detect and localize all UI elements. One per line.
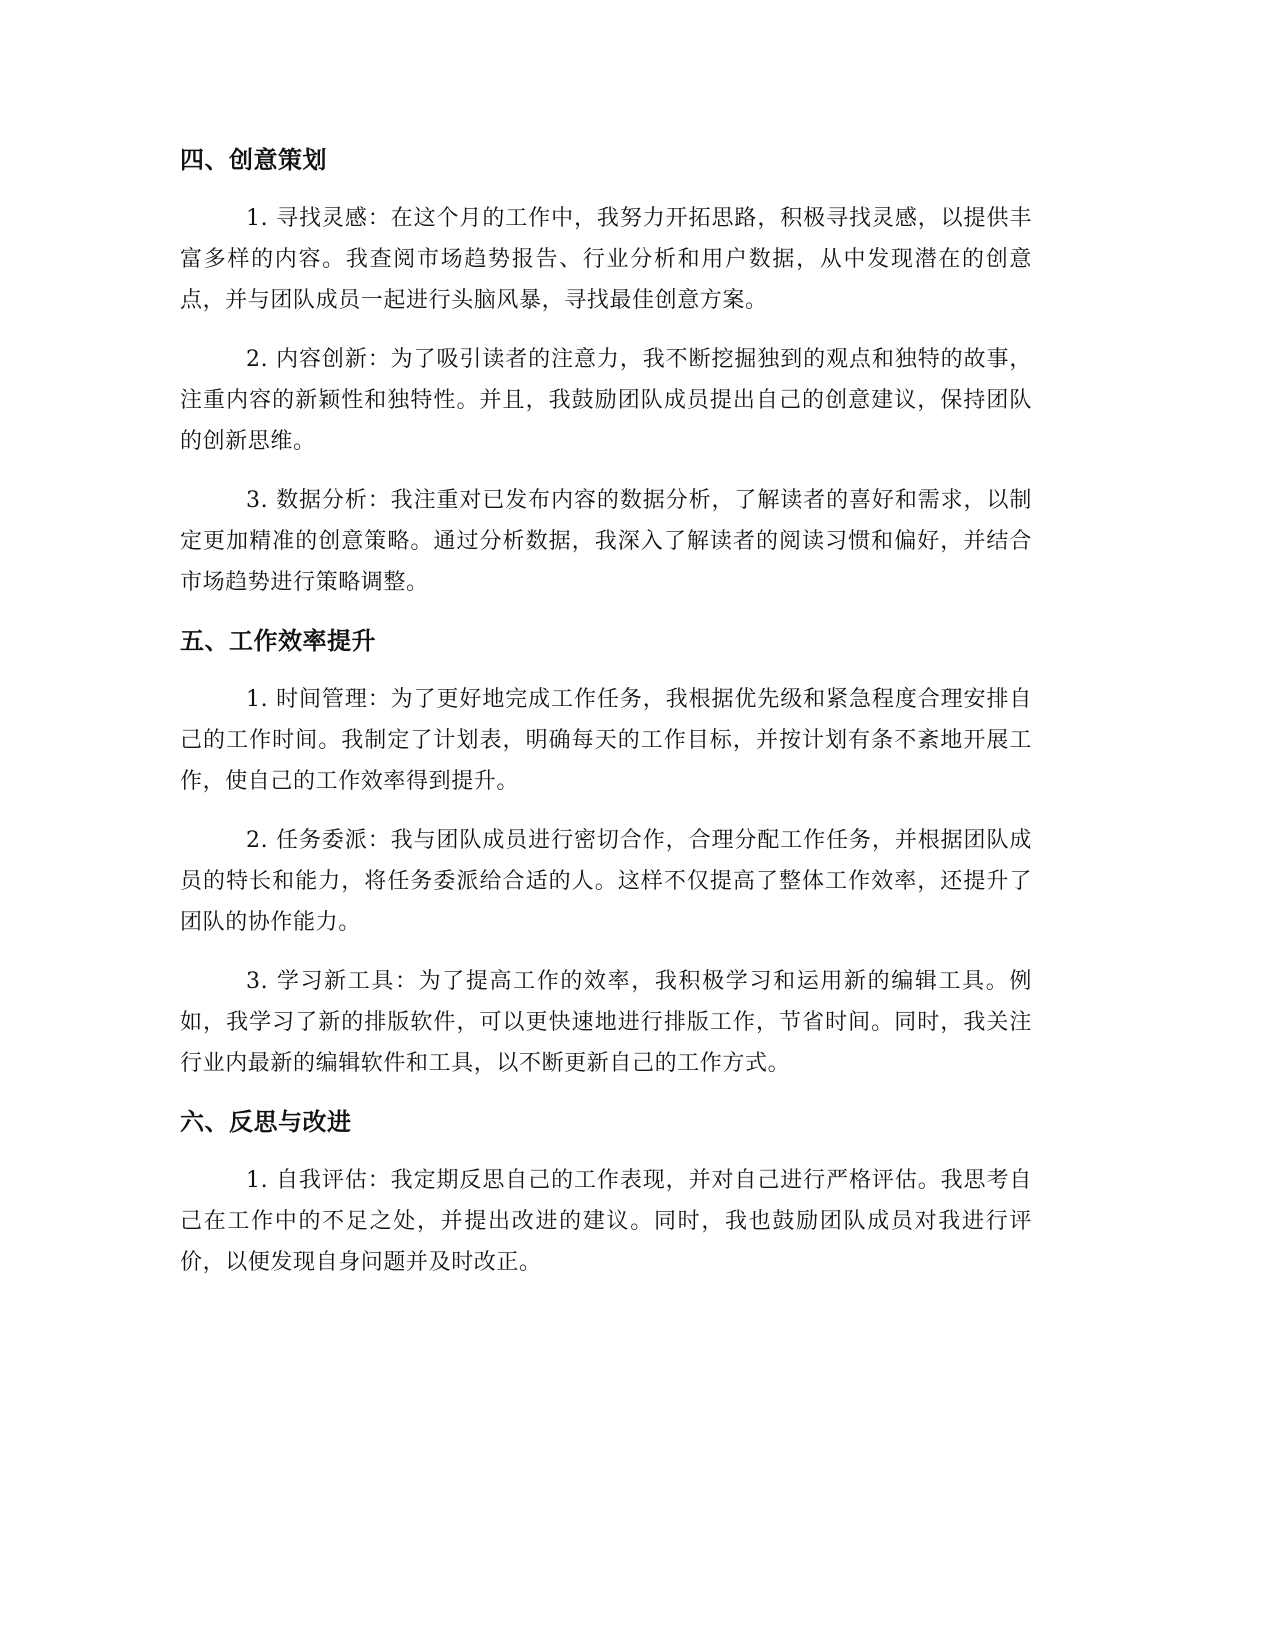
paragraph: 3. 数据分析：我注重对已发布内容的数据分析，了解读者的喜好和需求，以制定更加精准的创意策略。通过分析数据，我深入了解读者的阅读习惯和偏好，并结合市场趋势进行策略调整。 (180, 488, 1032, 595)
section-heading: 四、创意策划 (180, 146, 327, 174)
paragraph: 1. 自我评估：我定期反思自己的工作表现，并对自己进行严格评估。我思考自己在工作中的不足之处，并提出改进的建议。同时，我也鼓励团队成员对我进行评价，以便发现自身问题并及时改正。 (180, 1168, 1032, 1275)
document-page (180, 140, 1032, 1301)
paragraph: 1. 寻找灵感：在这个月的工作中，我努力开拓思路，积极寻找灵感，以提供丰富多样的内容。我查阅市场趋势报告、行业分析和用户数据，从中发现潜在的创意点，并与团队成员一起进行头脑风暴，寻找最佳创意方案。 (180, 206, 1032, 313)
section-reflection (180, 1102, 1032, 1283)
section-creative-planning (180, 140, 1032, 603)
paragraph: 1. 时间管理：为了更好地完成工作任务，我根据优先级和紧急程度合理安排自己的工作时间。我制定了计划表，明确每天的工作目标，并按计划有条不紊地开展工作，使自己的工作效率得到提升。 (180, 687, 1032, 794)
paragraph: 3. 学习新工具：为了提高工作的效率，我积极学习和运用新的编辑工具。例如，我学习了新的排版软件，可以更快速地进行排版工作，节省时间。同时，我关注行业内最新的编辑软件和工具，以不断更新自己的工作方式。 (180, 969, 1032, 1076)
paragraph: 2. 任务委派：我与团队成员进行密切合作，合理分配工作任务，并根据团队成员的特长和能力，将任务委派给合适的人。这样不仅提高了整体工作效率，还提升了团队的协作能力。 (180, 828, 1032, 935)
section-heading: 六、反思与改进 (180, 1108, 352, 1136)
section-heading: 五、工作效率提升 (180, 627, 376, 655)
section-efficiency (180, 621, 1032, 1084)
paragraph: 2. 内容创新：为了吸引读者的注意力，我不断挖掘独到的观点和独特的故事，注重内容的新颖性和独特性。并且，我鼓励团队成员提出自己的创意建议，保持团队的创新思维。 (180, 347, 1032, 454)
